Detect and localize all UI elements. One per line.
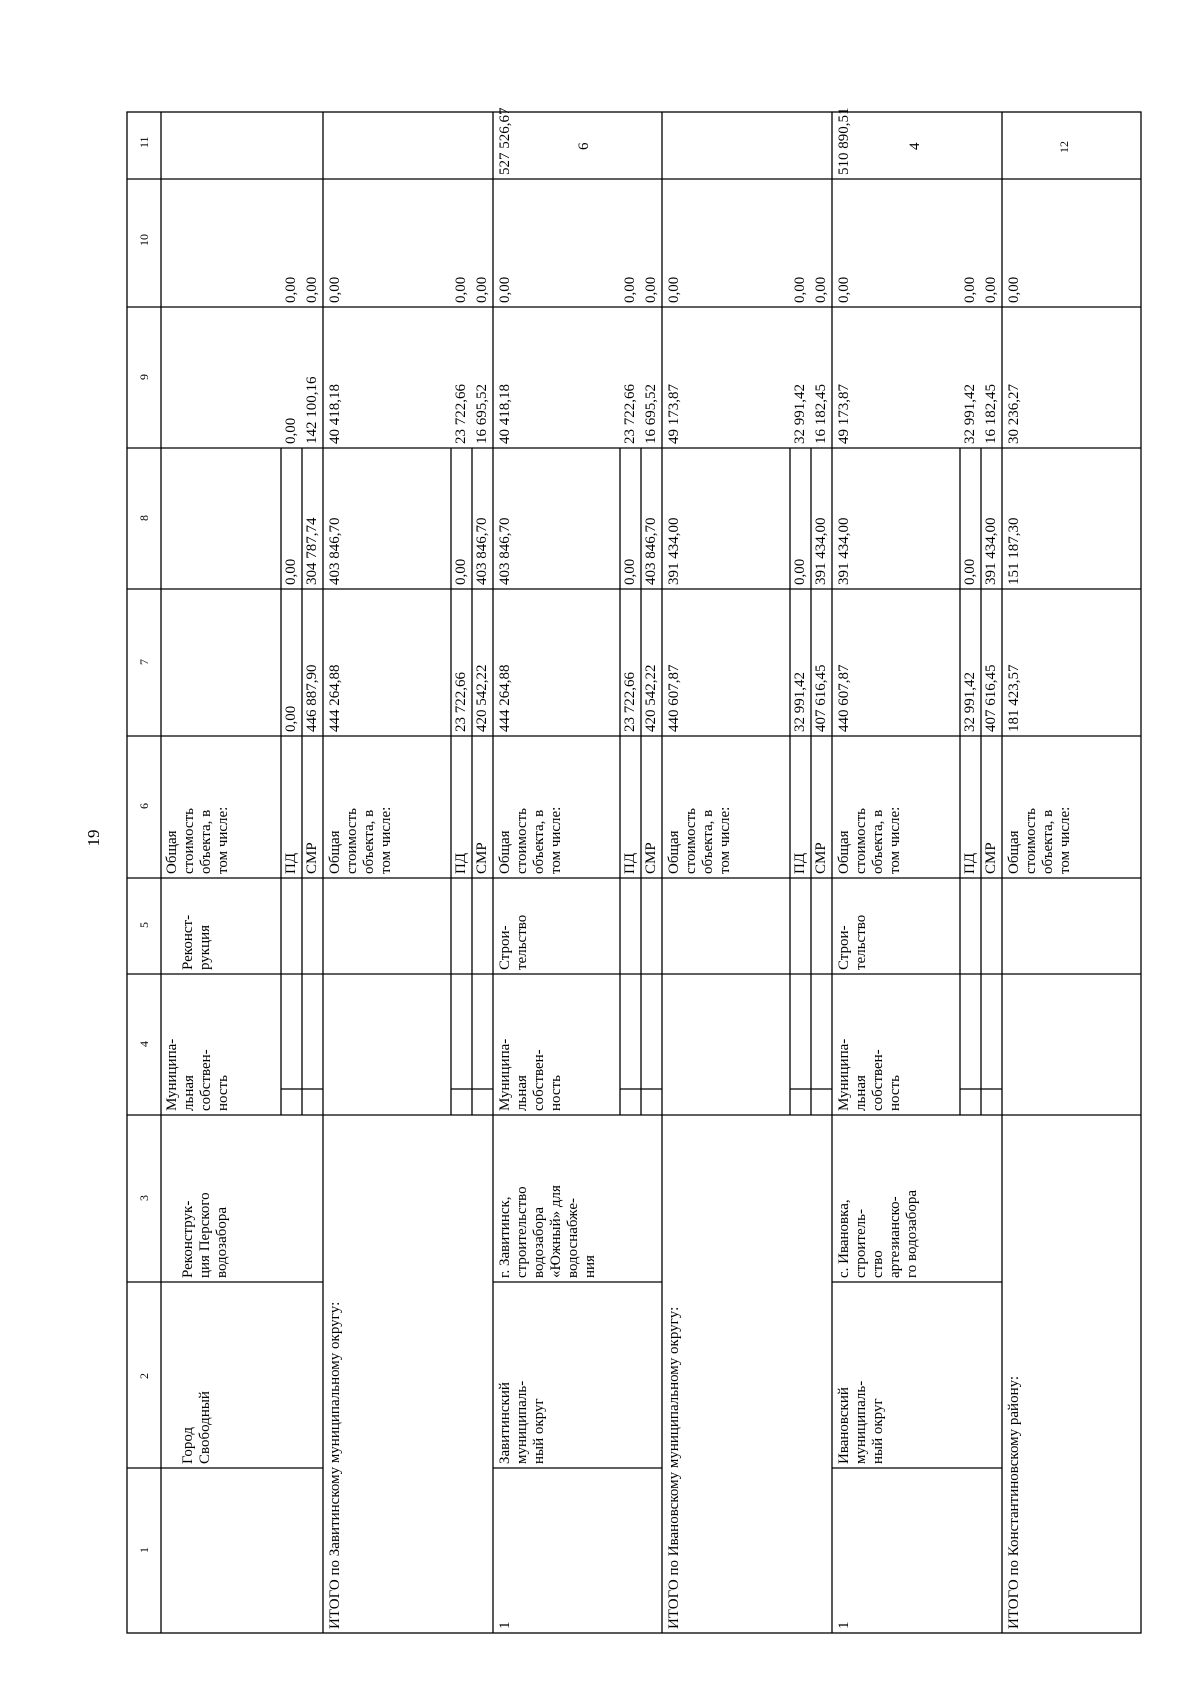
zav-pd-col8: 0,00 — [622, 558, 638, 585]
itogo-kon-total-col8: 151 187,30 — [1006, 517, 1022, 585]
b1-smr-col7: 446 887,90 — [304, 664, 320, 732]
iv-col3-line2: строитель- — [853, 1209, 869, 1278]
itogo-kon-col6-line2: стоимость — [1023, 808, 1039, 874]
itogo-iv-smr-col8: 391 434,00 — [813, 517, 829, 585]
b1-col4-line3: собствен- — [198, 1049, 214, 1111]
iv-smr-col7: 407 616,45 — [983, 664, 999, 732]
b1-col3-line3: водозабора — [214, 1206, 230, 1278]
iv-col4-line3: собствен- — [870, 1049, 886, 1111]
zav-total-col8: 403 846,70 — [497, 517, 513, 585]
itogo-iv-smr-col7: 407 616,45 — [813, 664, 829, 732]
zav-col4-line3: собствен- — [531, 1049, 547, 1111]
iv-total-col7: 440 607,87 — [836, 664, 852, 732]
col-number-8: 8 — [137, 515, 151, 521]
itogo-zav-total-col7: 444 264,88 — [327, 664, 343, 732]
b1-col5-line1: Реконст- — [180, 914, 196, 970]
zav-total-col10: 0,00 — [497, 276, 513, 303]
itogo-zav-pd-label: ПД — [453, 852, 469, 874]
itogo-zav-smr-label: СМР — [474, 842, 490, 874]
itogo-iv-col6-line2: стоимость — [683, 808, 699, 874]
col-number-10: 10 — [137, 234, 151, 246]
col-number-3: 3 — [137, 1195, 151, 1201]
itogo-kon-total-col9: 30 236,27 — [1006, 384, 1022, 444]
itogo-iv-label: ИТОГО по Ивановскому муниципальному округу: — [666, 1306, 682, 1629]
iv-col6-line4: том числе: — [887, 806, 903, 874]
b1-col6-line3: объекта, в — [198, 809, 214, 874]
zav-col3-line1: г. Завитинск, — [497, 1196, 513, 1278]
col-number-1: 1 — [137, 1547, 151, 1553]
itogo-iv-pd-col9: 32 991,42 — [792, 384, 808, 444]
iv-col6-line1: Общая — [836, 830, 852, 874]
zav-col2-line1: Завитинский — [497, 1382, 513, 1464]
col-number-12: 12 — [1057, 141, 1071, 153]
col-number-11: 11 — [137, 136, 151, 148]
zav-pd-label: ПД — [622, 852, 638, 874]
itogo-iv-pd-label: ПД — [792, 852, 808, 874]
zav-col6-line3: объекта, в — [531, 809, 547, 874]
iv-col6-line2: стоимость — [853, 808, 869, 874]
zav-smr-label: СМР — [643, 842, 659, 874]
itogo-zav-smr-col8: 403 846,70 — [474, 517, 490, 585]
zav-smr-col9: 16 695,52 — [643, 384, 659, 444]
zav-col3-line6: ния — [582, 1255, 598, 1278]
itogo-iv-col6-line3: объекта, в — [700, 809, 716, 874]
b1-col6-line2: стоимость — [181, 808, 197, 874]
col-number-6: 6 — [137, 803, 151, 809]
iv-col5-line2: тельство — [853, 914, 869, 970]
iv-col11: 510 890,51 — [836, 107, 852, 175]
zav-col3-line5: водоснабже- — [565, 1198, 581, 1278]
itogo-iv-total-col7: 440 607,87 — [666, 664, 682, 732]
b1-col5-line2: рукция — [197, 924, 213, 970]
b1-col6-line1: Общая — [164, 830, 180, 874]
zav-total-col9: 40 418,18 — [497, 384, 513, 444]
b1-col3-line1: Реконструк- — [180, 1200, 196, 1278]
itogo-zav-smr-col9: 16 695,52 — [474, 384, 490, 444]
itogo-zav-col6-line2: стоимость — [344, 808, 360, 874]
zav-smr-col7: 420 542,22 — [643, 664, 659, 732]
b1-pd-col8: 0,00 — [283, 558, 299, 585]
itogo-iv-col6-line1: Общая — [666, 830, 682, 874]
b1-col4-line1: Муниципа- — [164, 1038, 180, 1111]
itogo-zav-pd-col9: 23 722,66 — [453, 384, 469, 444]
iv-col2-line1: Ивановский — [836, 1387, 852, 1464]
iv-col3-line3: ство — [870, 1250, 886, 1278]
zav-col12: 6 — [576, 142, 592, 150]
iv-col2-line3: ный округ — [870, 1398, 886, 1464]
itogo-iv-col6-line4: том числе: — [717, 806, 733, 874]
b1-smr-col10: 0,00 — [304, 276, 320, 303]
zav-col6-line1: Общая — [497, 830, 513, 874]
itogo-iv-total-col9: 49 173,87 — [666, 384, 682, 444]
zav-col4-line4: ность — [548, 1075, 564, 1111]
itogo-kon-label: ИТОГО по Константиновскому району: — [1006, 1375, 1022, 1629]
itogo-zav-pd-col7: 23 722,66 — [453, 672, 469, 732]
b1-pd-col7: 0,00 — [283, 705, 299, 732]
zav-col3-line3: водозабора — [531, 1206, 547, 1278]
iv-col5-line1: Строи- — [836, 925, 852, 970]
itogo-zav-smr-col7: 420 542,22 — [474, 664, 490, 732]
itogo-iv-pd-col8: 0,00 — [792, 558, 808, 585]
b1-col6-line4: том числе: — [215, 806, 231, 874]
zav-col6-line4: том числе: — [548, 806, 564, 874]
zav-col4-line1: Муниципа- — [497, 1038, 513, 1111]
itogo-zav-label: ИТОГО по Завитинскому муниципальному округу: — [327, 1301, 343, 1629]
iv-col2-line2: муниципаль- — [853, 1380, 869, 1464]
itogo-kon-col6-line3: объекта, в — [1040, 809, 1056, 874]
itogo-zav-pd-col10: 0,00 — [453, 276, 469, 303]
itogo-iv-pd-col10: 0,00 — [792, 276, 808, 303]
zav-col3-line4: «Южный» для — [548, 1185, 564, 1278]
iv-total-col10: 0,00 — [836, 276, 852, 303]
iv-col6-line3: объекта, в — [870, 809, 886, 874]
itogo-kon-col6-line4: том числе: — [1057, 806, 1073, 874]
zav-total-col7: 444 264,88 — [497, 664, 513, 732]
col-number-7: 7 — [137, 659, 151, 665]
b1-smr-col9: 142 100,16 — [304, 376, 320, 444]
rotated-table — [0, 67, 1200, 1701]
b1-col4-line2: льная — [181, 1075, 197, 1111]
iv-smr-col8: 391 434,00 — [983, 517, 999, 585]
b1-col3-line2: ция Перского — [197, 1192, 213, 1278]
zav-col2-line3: ный округ — [531, 1398, 547, 1464]
col-number-9: 9 — [137, 374, 151, 380]
zav-smr-col8: 403 846,70 — [643, 517, 659, 585]
itogo-kon-col6-line1: Общая — [1006, 830, 1022, 874]
iv-total-col8: 391 434,00 — [836, 517, 852, 585]
itogo-iv-total-col10: 0,00 — [666, 276, 682, 303]
zav-col6-line2: стоимость — [514, 808, 530, 874]
itogo-iv-pd-col7: 32 991,42 — [792, 672, 808, 732]
b1-smr-label: СМР — [304, 842, 320, 874]
itogo-zav-total-col10: 0,00 — [327, 276, 343, 303]
b1-col2-line2: Свободный — [197, 1391, 213, 1464]
zav-col5-line1: Строи- — [497, 925, 513, 970]
iv-pd-col8: 0,00 — [962, 558, 978, 585]
itogo-iv-total-col8: 391 434,00 — [666, 517, 682, 585]
itogo-zav-total-col9: 40 418,18 — [327, 384, 343, 444]
iv-col3-line1: с. Ивановка, — [836, 1199, 852, 1278]
iv-pd-label: ПД — [962, 852, 978, 874]
b1-pd-col9: 0,00 — [283, 417, 299, 444]
iv-smr-col9: 16 182,45 — [983, 384, 999, 444]
itogo-zav-col6-line4: том числе: — [378, 806, 394, 874]
iv-col1: 1 — [836, 1621, 852, 1629]
itogo-zav-smr-col10: 0,00 — [474, 276, 490, 303]
page-number: 19 — [84, 829, 103, 847]
iv-col4-line4: ность — [887, 1075, 903, 1111]
zav-pd-col9: 23 722,66 — [622, 384, 638, 444]
itogo-zav-total-col8: 403 846,70 — [327, 517, 343, 585]
iv-col4-line2: льная — [853, 1075, 869, 1111]
b1-col4-line4: ность — [215, 1075, 231, 1111]
itogo-zav-pd-col8: 0,00 — [453, 558, 469, 585]
iv-col3-line5: го водозабора — [904, 1189, 920, 1278]
itogo-kon-total-col7: 181 423,57 — [1006, 664, 1022, 732]
zav-smr-col10: 0,00 — [643, 276, 659, 303]
zav-col3-line2: строительство — [514, 1186, 530, 1278]
iv-col3-line4: артезианско- — [887, 1196, 903, 1278]
col-number-4: 4 — [137, 1041, 151, 1047]
col-number-2: 2 — [137, 1373, 151, 1379]
itogo-iv-smr-label: СМР — [813, 842, 829, 874]
zav-pd-col10: 0,00 — [622, 276, 638, 303]
b1-pd-col10: 0,00 — [283, 276, 299, 303]
col-number-5: 5 — [137, 922, 151, 928]
iv-smr-label: СМР — [983, 842, 999, 874]
itogo-zav-col6-line3: объекта, в — [361, 809, 377, 874]
iv-pd-col10: 0,00 — [962, 276, 978, 303]
itogo-zav-col6-line1: Общая — [327, 830, 343, 874]
iv-total-col9: 49 173,87 — [836, 384, 852, 444]
zav-col11: 527 526,67 — [497, 107, 513, 175]
zav-col2-line2: муниципаль- — [514, 1380, 530, 1464]
itogo-kon-total-col10: 0,00 — [1006, 276, 1022, 303]
itogo-iv-smr-col10: 0,00 — [813, 276, 829, 303]
zav-col4-line2: льная — [514, 1075, 530, 1111]
iv-pd-col9: 32 991,42 — [962, 384, 978, 444]
itogo-iv-smr-col9: 16 182,45 — [813, 384, 829, 444]
b1-smr-col8: 304 787,74 — [304, 517, 320, 585]
b1-col2-line1: Город — [180, 1426, 196, 1464]
zav-col5-line2: тельство — [514, 914, 530, 970]
zav-col1: 1 — [497, 1621, 513, 1629]
zav-pd-col7: 23 722,66 — [622, 672, 638, 732]
iv-col4-line1: Муниципа- — [836, 1038, 852, 1111]
iv-pd-col7: 32 991,42 — [962, 672, 978, 732]
iv-smr-col10: 0,00 — [983, 276, 999, 303]
iv-col12: 4 — [907, 142, 923, 150]
b1-pd-label: ПД — [283, 852, 299, 874]
